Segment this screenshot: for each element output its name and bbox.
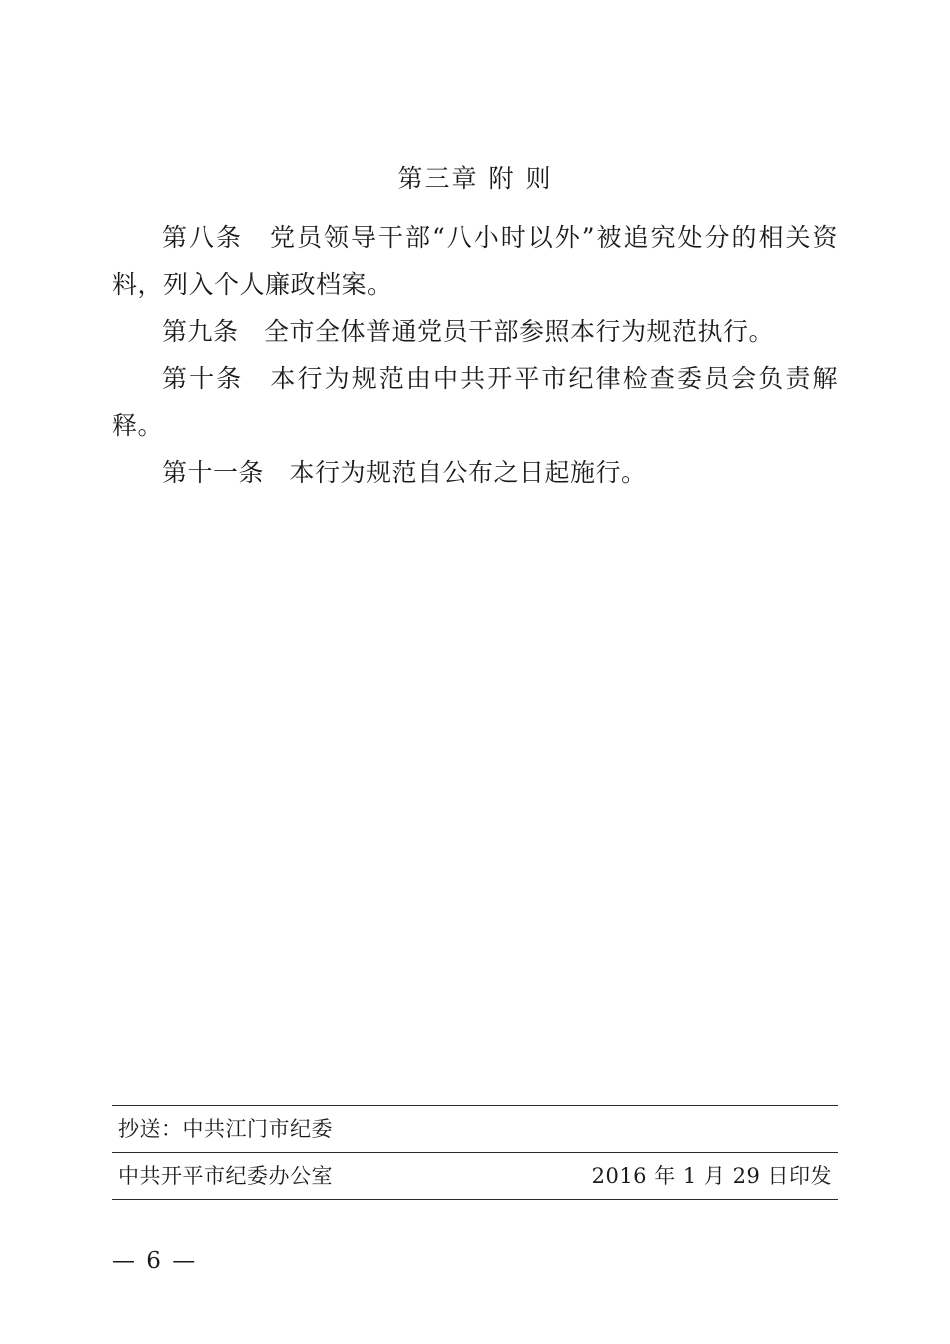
article-paragraph: 第八条 党员领导干部“八小时以外”被追究处分的相关资料，列入个人廉政档案。 [112,222,838,299]
article-paragraph: 第九条 全市全体普通党员干部参照本行为规范执行。 [162,316,775,346]
footer-divider-bottom [112,1199,838,1200]
chapter-title: 第三章 附 则 [397,164,553,193]
document-footer [112,1105,838,1200]
article-paragraph: 第十条 本行为规范由中共开平市纪律检查委员会负责解释。 [112,363,838,440]
footer-cc-row [112,1106,838,1152]
footer-issuer-row [112,1153,838,1199]
page-number: — 6 — [112,1248,198,1274]
footer-issuer-text: 中共开平市纪委办公室 [118,1163,333,1188]
article-paragraph: 第十一条 本行为规范自公布之日起施行。 [162,457,647,487]
footer-cc-text: 抄送：中共江门市纪委 [118,1117,333,1141]
footer-issue-date: 2016 年 1 月 29 日印发 [591,1163,832,1188]
document-body [112,160,838,496]
